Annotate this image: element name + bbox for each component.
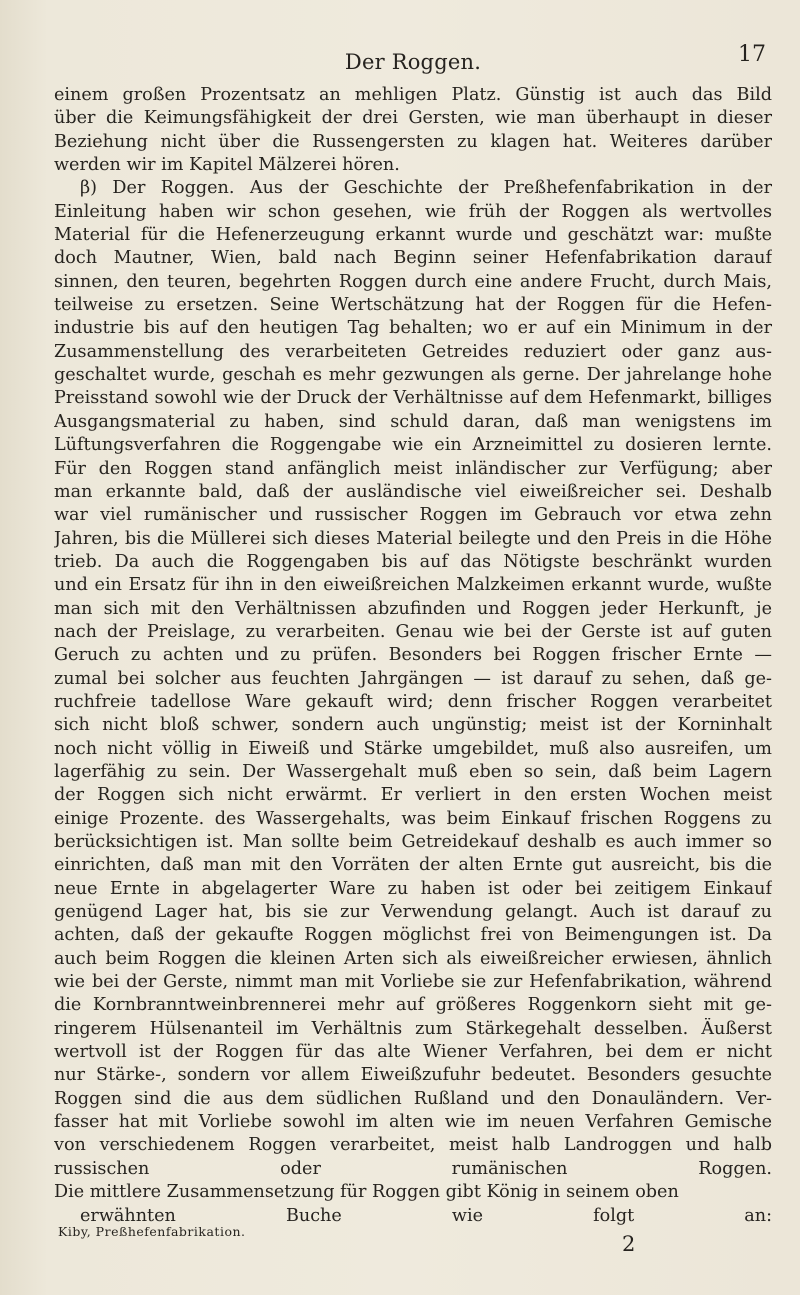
text-line: wertvoll ist der Roggen für das alte Wiener Verfahren, bei dem er nicht <box>54 1042 772 1063</box>
text-line: sich nicht bloß schwer, sondern auch ungünstig; meist ist der Korninhalt <box>54 715 772 736</box>
text-line: achten, daß der gekaufte Roggen möglichst frei von Beimengungen ist. Da <box>54 925 772 946</box>
page-header <box>54 42 772 86</box>
text-line: berücksichtigen ist. Man sollte beim Getreidekauf deshalb es auch immer so <box>54 832 772 852</box>
text-line: der Roggen sich nicht erwärmt. Er verliert in den ersten Wochen meist <box>54 785 772 806</box>
body-text <box>54 84 772 1251</box>
text-line: einrichten, daß man mit den Vorräten der alten Ernte gut ausreicht, bis die <box>54 855 772 876</box>
section-heading-line: β) Der Roggen. Aus der Geschichte der Preßhefenfabrikation in der <box>80 178 772 199</box>
text-line: Zusammenstellung des verarbeiteten Getreides reduziert oder ganz aus- <box>54 341 772 362</box>
text-line: nur Stärke-, sondern vor allem Eiweißzufuhr bedeutet. Besonders gesuchte <box>54 1065 772 1086</box>
text-line: ringerem Hülsenanteil im Verhältnis zum Stärkegehalt desselben. Äußerst <box>54 1018 772 1039</box>
text-line: Die mittlere Zusammensetzung für Roggen gibt König in seinem oben <box>54 1182 679 1203</box>
text-line: Material für die Hefenerzeugung erkannt wurde und geschätzt war: mußte <box>54 225 772 246</box>
text-line: geschaltet wurde, geschah es mehr gezwungen als gerne. Der jahrelange hohe <box>54 365 772 386</box>
text-line: Ausgangsmaterial zu haben, sind schuld daran, daß man wenigstens im <box>54 411 772 432</box>
text-line: Roggen sind die aus dem südlichen Rußland und den Donauländern. Ver- <box>54 1088 772 1109</box>
text-line: Geruch zu achten und zu prüfen. Besonders bei Roggen frischer Ernte — <box>54 645 772 666</box>
text-line: wie bei der Gerste, nimmt man mit Vorliebe sie zur Hefenfabrikation, während <box>54 972 772 993</box>
text-line: Für den Roggen stand anfänglich meist inländischer zur Verfügung; aber <box>54 458 772 479</box>
text-line: Jahren, bis die Müllerei sich dieses Material beilegte und den Preis in die Höhe <box>54 528 772 549</box>
text-line: teilweise zu ersetzen. Seine Wertschätzung hat der Roggen für die Hefen- <box>54 295 772 316</box>
text-line: zumal bei solcher aus feuchten Jahrgängen — ist darauf zu sehen, daß ge- <box>54 668 772 689</box>
text-line: fasser hat mit Vorliebe sowohl im alten wie im neuen Verfahren Gemische <box>54 1112 772 1133</box>
text-line: Lüftungsverfahren die Roggengabe wie ein Arzneimittel zu dosieren lernte. <box>54 435 772 456</box>
text-line: erwähnten Buche wie folgt an: <box>80 1205 772 1226</box>
text-line: die Kornbranntweinbrennerei mehr auf größeres Roggenkorn sieht mit ge- <box>54 995 772 1016</box>
text-line: genügend Lager hat, bis sie zur Verwendung gelangt. Auch ist darauf zu <box>54 902 772 923</box>
text-line: Preisstand sowohl wie der Druck der Verhältnisse auf dem Hefenmarkt, billiges <box>54 388 772 409</box>
text-line: Beziehung nicht über die Russengersten zu klagen hat. Weiteres darüber <box>54 131 772 152</box>
sheet-number: 2 <box>622 1232 636 1256</box>
text-line: nach der Preislage, zu verarbeiten. Genau wie bei der Gerste ist auf guten <box>54 621 772 642</box>
text-line: doch Mautner, Wien, bald nach Beginn seiner Hefenfabrikation darauf <box>54 248 772 269</box>
text-line: über die Keimungsfähigkeit der drei Gersten, wie man überhaupt in dieser <box>54 108 772 129</box>
text-line: sinnen, den teuren, begehrten Roggen durch eine andere Frucht, durch Mais, <box>54 271 772 292</box>
text-line: war viel rumänischer und russischer Roggen im Gebrauch vor etwa zehn <box>54 505 772 526</box>
text-line: neue Ernte in abgelagerter Ware zu haben ist oder bei zeitigem Einkauf <box>54 878 772 899</box>
signature-line: Kiby, Preßhefenfabrikation. <box>58 1224 246 1239</box>
text-line: man sich mit den Verhältnissen abzufinden und Roggen jeder Herkunft, je <box>54 598 772 619</box>
text-line: werden wir im Kapitel Mälzerei hören. <box>54 155 400 176</box>
text-line: man erkannte bald, daß der ausländische viel eiweißreicher sei. Deshalb <box>54 481 772 502</box>
text-line: einige Prozente. des Wassergehalts, was beim Einkauf frischen Roggens zu <box>54 808 772 829</box>
text-line: einem großen Prozentsatz an mehligen Platz. Günstig ist auch das Bild <box>54 85 772 105</box>
text-line: ruchfreie tadellose Ware gekauft wird; denn frischer Roggen verarbeitet <box>54 691 772 712</box>
text-line: und ein Ersatz für ihn in den eiweißreichen Malzkeimen erkannt wurde, wußte <box>54 575 772 596</box>
text-line: Einleitung haben wir schon gesehen, wie früh der Roggen als wertvolles <box>54 201 772 222</box>
running-head: Der Roggen. <box>344 50 482 74</box>
text-line: auch beim Roggen die kleinen Arten sich als eiweißreicher erwiesen, ähnlich <box>54 948 772 969</box>
text-line: industrie bis auf den heutigen Tag behalten; wo er auf ein Minimum in der <box>54 318 772 339</box>
text-line: von verschiedenem Roggen verarbeitet, meist halb Landroggen und halb <box>54 1135 772 1156</box>
text-line: noch nicht völlig in Eiweiß und Stärke umgebildet, muß also ausreifen, um <box>54 738 772 759</box>
page-footer <box>54 1224 772 1254</box>
page-number: 17 <box>738 42 766 67</box>
text-line: trieb. Da auch die Roggengaben bis auf das Nötigste beschränkt wurden <box>54 551 772 572</box>
text-line: lagerfähig zu sein. Der Wassergehalt muß eben so sein, daß beim Lagern <box>54 761 772 782</box>
text-line: russischen oder rumänischen Roggen. <box>54 1158 772 1179</box>
